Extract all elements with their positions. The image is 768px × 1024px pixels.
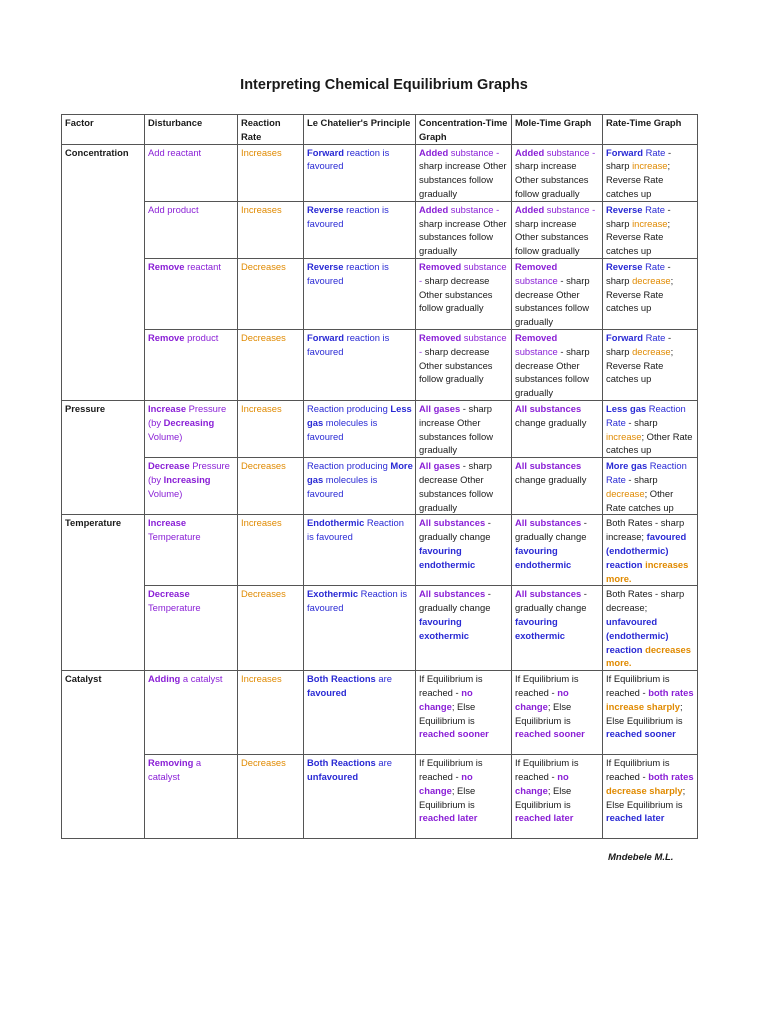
mole-time-cell	[512, 201, 603, 258]
principle-cell	[304, 755, 416, 839]
text-segment: ; Else Equilibrium is	[606, 700, 683, 726]
text-segment: Increases	[241, 673, 282, 685]
mole-time-cell	[512, 755, 603, 839]
table-row	[62, 329, 698, 400]
text-segment: change gradually	[515, 473, 587, 485]
rate-time-cell	[603, 258, 698, 329]
text-segment: ; Else Equilibrium is	[606, 784, 686, 810]
text-segment: are	[375, 673, 392, 685]
text-segment: Reverse	[307, 203, 344, 215]
text-segment: Reaction is favoured	[307, 517, 404, 543]
text-segment: If Equilibrium is reached -	[419, 757, 483, 782]
text-segment: Added	[515, 146, 545, 158]
text-segment: - gradually change	[515, 588, 587, 614]
text-segment: Increases	[241, 203, 282, 215]
text-segment: favoured (endothermic) reaction	[606, 531, 687, 570]
text-segment: If Equilibrium is reached -	[606, 757, 670, 782]
text-segment: Reverse	[606, 203, 643, 215]
text-segment: Increase	[148, 517, 187, 529]
text-segment: sharp increase Other substances follow gradually	[419, 160, 507, 199]
disturbance-cell	[145, 458, 238, 515]
reaction-rate-cell	[238, 515, 304, 586]
principle-cell	[304, 201, 416, 258]
rate-time-cell	[603, 400, 698, 457]
principle-cell	[304, 586, 416, 671]
text-segment: sharp increase Other substances follow gradually	[419, 217, 507, 257]
header-disturbance: Disturbance	[145, 115, 238, 145]
text-segment: If Equilibrium is reached -	[515, 673, 579, 698]
text-segment: no change	[515, 686, 569, 712]
text-segment: All gases	[419, 460, 461, 472]
mole-time-cell	[512, 400, 603, 457]
text-segment: favouring endothermic	[419, 544, 476, 570]
text-segment: Remove	[148, 260, 185, 272]
concentration-time-cell	[416, 671, 512, 755]
text-segment: Temperature	[148, 602, 201, 614]
text-segment: Add	[148, 203, 165, 215]
text-segment: decrease sharply	[606, 784, 683, 796]
principle-cell	[304, 458, 416, 515]
text-segment: unfavoured (endothermic) reaction	[606, 615, 669, 655]
text-segment: More gas	[606, 460, 648, 472]
table-row	[62, 586, 698, 671]
text-segment: ; Reverse Rate catches up	[606, 217, 671, 257]
text-segment: - sharp decrease Other substances follow gradually	[419, 460, 493, 513]
rate-time-cell	[603, 458, 698, 515]
disturbance-cell	[145, 329, 238, 400]
text-segment: Removed	[419, 331, 462, 343]
text-segment: both rates	[648, 770, 694, 782]
reaction-rate-cell	[238, 671, 304, 755]
text-segment: sharp increase Other substances follow gradually	[515, 160, 589, 199]
text-segment: Pressure (by	[148, 460, 230, 485]
disturbance-cell	[145, 755, 238, 839]
text-segment: - sharp increase Other substances follow gradually	[419, 402, 493, 456]
text-segment: are	[375, 757, 392, 769]
principle-cell	[304, 258, 416, 329]
text-segment: favouring exothermic	[515, 615, 566, 641]
text-segment: Volume)	[148, 430, 183, 442]
text-segment: Increasing	[163, 473, 211, 485]
text-segment: Pressure (by	[148, 402, 227, 428]
text-segment: - sharp	[625, 416, 658, 428]
text-segment: If Equilibrium is reached -	[515, 757, 579, 782]
text-segment: All substances	[419, 588, 486, 600]
principle-cell	[304, 144, 416, 201]
text-segment: ; Else Equilibrium is	[515, 700, 572, 726]
reaction-rate-cell	[238, 201, 304, 258]
reaction-rate-cell	[238, 755, 304, 839]
principle-cell	[304, 329, 416, 400]
concentration-time-cell	[416, 144, 512, 201]
text-segment: Added	[419, 203, 449, 215]
text-segment: Increases	[241, 517, 282, 529]
mole-time-cell	[512, 144, 603, 201]
factor-cell: Concentration	[62, 144, 145, 400]
text-segment: Reaction producing	[307, 460, 391, 472]
text-segment: substance -	[544, 146, 596, 158]
text-segment: Rate	[642, 146, 666, 158]
text-segment: - gradually change	[419, 517, 491, 543]
table-row	[62, 755, 698, 839]
concentration-time-cell	[416, 458, 512, 515]
text-segment: substance -	[419, 331, 507, 357]
text-segment: reaction is favoured	[307, 331, 390, 357]
reaction-rate-cell	[238, 144, 304, 201]
header-le-chatelier: Le Chatelier's Principle	[304, 115, 416, 145]
mole-time-cell	[512, 258, 603, 329]
text-segment: a catalyst	[180, 673, 223, 685]
rate-time-cell	[603, 144, 698, 201]
table-row	[62, 458, 698, 515]
text-segment: change gradually	[515, 416, 587, 428]
page-title: Interpreting Chemical Equilibrium Graphs	[240, 77, 528, 93]
text-segment: sharp decrease Other substances follow gradually	[419, 274, 493, 314]
text-segment: Reaction Rate	[606, 402, 686, 428]
text-segment: reached sooner	[515, 728, 585, 740]
table-row	[62, 515, 698, 586]
rate-time-cell	[603, 329, 698, 400]
principle-cell	[304, 671, 416, 755]
text-segment: reached later	[606, 812, 665, 824]
text-segment: - sharp	[606, 331, 672, 357]
text-segment: Increases	[241, 146, 282, 158]
text-segment: decrease	[606, 487, 645, 499]
concentration-time-cell	[416, 201, 512, 258]
text-segment: no change	[515, 770, 569, 796]
text-segment: Decreases	[241, 331, 286, 343]
rate-time-cell	[603, 755, 698, 839]
text-segment: Added	[515, 203, 545, 215]
text-segment: reactant	[164, 146, 202, 158]
text-segment: sharp increase Other substances follow gradually	[515, 217, 589, 257]
text-segment: Both Rates - sharp increase;	[606, 517, 685, 543]
text-segment: Forward	[606, 146, 643, 158]
text-segment: molecules is favoured	[307, 473, 378, 499]
text-segment: a catalyst	[148, 757, 202, 782]
text-segment: no change	[419, 686, 473, 712]
text-segment: All gases	[419, 402, 461, 414]
text-segment: product	[184, 331, 219, 343]
text-segment: increases more.	[606, 558, 689, 584]
rate-time-cell	[603, 586, 698, 671]
table-row	[62, 201, 698, 258]
table-row	[62, 144, 698, 201]
text-segment: favouring endothermic	[515, 544, 572, 570]
text-segment: - sharp	[625, 473, 658, 485]
text-segment: Increases	[241, 402, 282, 414]
text-segment: ; Reverse Rate catches up	[606, 160, 671, 199]
mole-time-cell	[512, 458, 603, 515]
rate-time-cell	[603, 515, 698, 586]
text-segment: no change	[419, 770, 473, 796]
text-segment: Both Reactions	[307, 757, 376, 769]
factor-cell: Catalyst	[62, 671, 145, 839]
text-segment: ; Else Equilibrium is	[419, 700, 476, 726]
reaction-rate-cell	[238, 586, 304, 671]
header-row	[62, 115, 698, 145]
text-segment: unfavoured	[307, 770, 359, 782]
text-segment: increase	[632, 217, 668, 229]
mole-time-cell	[512, 671, 603, 755]
factor-cell: Pressure	[62, 400, 145, 514]
text-segment: reaction is favoured	[307, 203, 389, 229]
text-segment: substance -	[419, 260, 507, 286]
text-segment: reached sooner	[606, 728, 676, 740]
text-segment: Less gas	[307, 402, 412, 428]
text-segment: ; Reverse Rate catches up	[606, 274, 674, 314]
text-segment: Decreases	[241, 588, 286, 600]
text-segment: Removed	[515, 331, 558, 343]
text-segment: Removed	[515, 260, 558, 272]
header-reaction-rate: Reaction Rate	[238, 115, 304, 145]
text-segment: Decrease	[148, 588, 190, 600]
header-rate-time: Rate-Time Graph	[603, 115, 698, 145]
text-segment: substance	[515, 274, 558, 286]
reaction-rate-cell	[238, 258, 304, 329]
text-segment: Less gas	[606, 402, 647, 414]
text-segment: Decreases	[241, 260, 286, 272]
header-factor: Factor	[62, 115, 145, 145]
text-segment: Both Rates - sharp decrease;	[606, 588, 685, 614]
text-segment: Volume)	[148, 487, 183, 499]
text-segment: Reaction producing	[307, 402, 391, 414]
text-segment: decreases more.	[606, 643, 691, 669]
text-segment: Adding	[148, 673, 181, 685]
reaction-rate-cell	[238, 400, 304, 457]
mole-time-cell	[512, 329, 603, 400]
text-segment: All substances	[515, 402, 582, 414]
text-segment: Add	[148, 146, 165, 158]
concentration-time-cell	[416, 586, 512, 671]
disturbance-cell	[145, 201, 238, 258]
text-segment: reaction is favoured	[307, 146, 390, 172]
author-signature: Mndebele M.L.	[608, 852, 674, 863]
disturbance-cell	[145, 515, 238, 586]
text-segment: ; Other Rate catches up	[606, 430, 693, 456]
text-segment: favoured	[307, 686, 347, 698]
equilibrium-table	[61, 114, 698, 839]
text-segment: Rate	[642, 203, 665, 215]
text-segment: Decrease	[148, 460, 190, 472]
text-segment: All substances	[515, 460, 582, 472]
text-segment: More gas	[307, 460, 413, 485]
text-segment: substance -	[448, 203, 500, 215]
text-segment: Reaction Rate	[606, 460, 687, 485]
text-segment: ; Other Rate catches up	[606, 487, 674, 513]
rate-time-cell	[603, 201, 698, 258]
text-segment: Endothermic	[307, 517, 365, 529]
header-concentration-time: Concentration-Time Graph	[416, 115, 512, 145]
text-segment: Decreasing	[163, 416, 215, 428]
text-segment: reached later	[419, 812, 478, 824]
text-segment: favouring exothermic	[419, 615, 470, 641]
text-segment: ; Else Equilibrium is	[419, 784, 476, 810]
text-segment: - sharp	[606, 203, 671, 229]
text-segment: substance	[515, 345, 558, 357]
text-segment: - sharp	[606, 146, 672, 172]
text-segment: All substances	[419, 517, 486, 529]
text-segment: - sharp	[606, 260, 671, 286]
text-segment: Exothermic	[307, 588, 359, 600]
text-segment: - gradually change	[419, 588, 491, 614]
text-segment: - sharp decrease Other substances follow gradually	[515, 345, 590, 399]
header-mole-time: Mole-Time Graph	[512, 115, 603, 145]
principle-cell	[304, 400, 416, 457]
text-segment: All substances	[515, 588, 582, 600]
text-segment: reached later	[515, 812, 574, 824]
text-segment: reactant	[184, 260, 221, 272]
factor-cell: Temperature	[62, 515, 145, 671]
text-segment: Forward	[307, 146, 344, 158]
text-segment: Removing	[148, 757, 194, 769]
text-segment: Forward	[606, 331, 643, 343]
disturbance-cell	[145, 144, 238, 201]
disturbance-cell	[145, 586, 238, 671]
text-segment: Removed	[419, 260, 462, 272]
text-segment: Increase	[148, 402, 187, 414]
concentration-time-cell	[416, 515, 512, 586]
reaction-rate-cell	[238, 329, 304, 400]
rate-time-cell	[603, 671, 698, 755]
mole-time-cell	[512, 515, 603, 586]
text-segment: If Equilibrium is reached -	[419, 673, 483, 698]
text-segment: Rate	[642, 260, 665, 272]
text-segment: ; Else Equilibrium is	[515, 784, 572, 810]
text-segment: Temperature	[148, 531, 201, 543]
concentration-time-cell	[416, 400, 512, 457]
text-segment: sharp decrease Other substances follow gradually	[419, 345, 493, 385]
table-row	[62, 671, 698, 755]
disturbance-cell	[145, 258, 238, 329]
concentration-time-cell	[416, 755, 512, 839]
text-segment: Both Reactions	[307, 673, 376, 685]
text-segment: ; Reverse Rate catches up	[606, 345, 674, 385]
disturbance-cell	[145, 671, 238, 755]
concentration-time-cell	[416, 329, 512, 400]
text-segment: reaction is favoured	[307, 260, 389, 286]
mole-time-cell	[512, 586, 603, 671]
disturbance-cell	[145, 400, 238, 457]
text-segment: increase	[632, 160, 668, 172]
table-row	[62, 400, 698, 457]
text-segment: Added	[419, 146, 449, 158]
text-segment: Remove	[148, 331, 185, 343]
text-segment: If Equilibrium is reached -	[606, 673, 670, 698]
text-segment: decrease	[632, 274, 671, 286]
text-segment: substance -	[544, 203, 596, 215]
text-segment: both rates	[648, 686, 694, 698]
text-segment: Reaction is favoured	[307, 588, 408, 614]
text-segment: Forward	[307, 331, 344, 343]
text-segment: product	[164, 203, 199, 215]
text-segment: molecules is favoured	[307, 416, 378, 442]
text-segment: Reverse	[606, 260, 643, 272]
text-segment: Reverse	[307, 260, 344, 272]
text-segment: increase	[606, 430, 642, 442]
text-segment: Rate	[642, 331, 666, 343]
text-segment: Decreases	[241, 757, 286, 769]
text-segment: - sharp decrease Other substances follow gradually	[515, 274, 590, 328]
concentration-time-cell	[416, 258, 512, 329]
text-segment: All substances	[515, 517, 582, 529]
reaction-rate-cell	[238, 458, 304, 515]
text-segment: decrease	[632, 345, 671, 357]
principle-cell	[304, 515, 416, 586]
table-row	[62, 258, 698, 329]
text-segment: - gradually change	[515, 517, 587, 543]
text-segment: reached sooner	[419, 728, 489, 740]
text-segment: Decreases	[241, 460, 286, 472]
text-segment: substance -	[448, 146, 500, 158]
text-segment: increase sharply	[606, 700, 681, 712]
